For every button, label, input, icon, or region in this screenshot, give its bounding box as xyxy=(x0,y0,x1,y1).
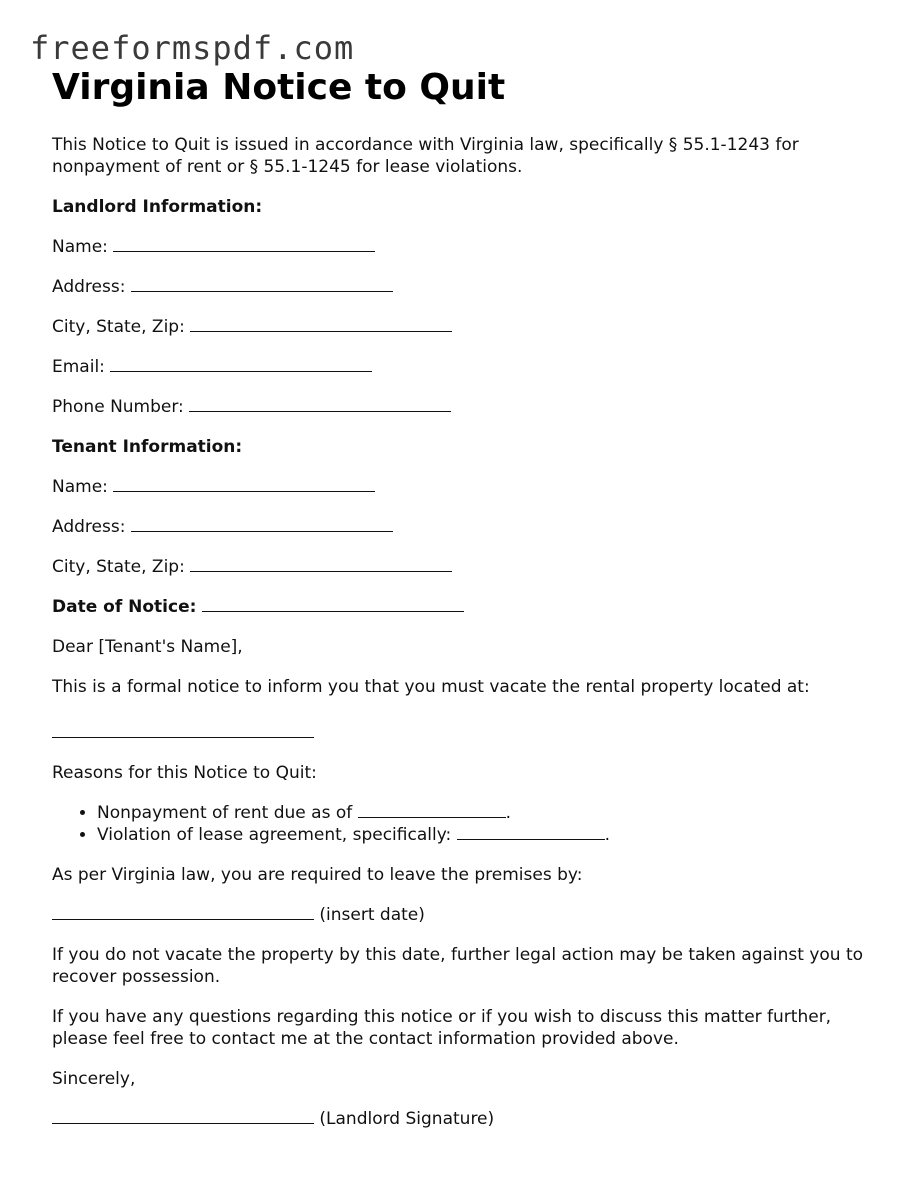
property-address-row xyxy=(52,722,882,744)
landlord-name-row xyxy=(52,236,882,258)
landlord-city-field[interactable] xyxy=(190,316,452,332)
salutation: Dear [Tenant's Name], xyxy=(52,637,243,657)
tenant-name-row xyxy=(52,476,882,498)
tenant-city-field[interactable] xyxy=(190,556,452,572)
reason-nonpayment-period: . xyxy=(505,803,512,823)
notice-document xyxy=(52,62,882,1130)
tenant-address-field[interactable] xyxy=(131,516,393,532)
deadline-row xyxy=(52,904,882,926)
landlord-signature-field[interactable] xyxy=(52,1108,314,1124)
reasons-heading: Reasons for this Notice to Quit: xyxy=(52,763,317,783)
deadline-hint: (insert date) xyxy=(319,905,425,925)
vacate-date-field[interactable] xyxy=(52,904,314,920)
notice-date-row xyxy=(52,596,882,618)
notice-date-label: Date of Notice: xyxy=(52,597,197,617)
property-address-field[interactable] xyxy=(52,722,314,738)
tenant-section-heading: Tenant Information: xyxy=(52,437,243,457)
tenant-name-label: Name: xyxy=(52,477,108,497)
landlord-email-field[interactable] xyxy=(110,356,372,372)
tenant-city-row xyxy=(52,556,882,578)
tenant-name-field[interactable] xyxy=(113,476,375,492)
reason-violation-period: . xyxy=(604,825,611,845)
site-watermark: freeformspdf.com xyxy=(30,29,355,67)
reason-violation-label: Violation of lease agreement, specifically: xyxy=(97,825,452,845)
landlord-address-field[interactable] xyxy=(131,276,393,292)
landlord-city-label: City, State, Zip: xyxy=(52,317,185,337)
signature-row xyxy=(52,1108,882,1130)
tenant-city-label: City, State, Zip: xyxy=(52,557,185,577)
intro-paragraph: This Notice to Quit is issued in accordance with Virginia law, specifically § 55.1-1243 for nonpayment of rent or § 55.1-1245 for lease violations. xyxy=(52,135,799,177)
document-title: Virginia Notice to Quit xyxy=(52,67,506,108)
landlord-name-field[interactable] xyxy=(113,236,375,252)
violation-detail-field[interactable] xyxy=(457,824,605,840)
landlord-phone-field[interactable] xyxy=(189,396,451,412)
nonpayment-date-field[interactable] xyxy=(358,802,506,818)
landlord-address-label: Address: xyxy=(52,277,126,297)
landlord-email-row xyxy=(52,356,882,378)
landlord-phone-label: Phone Number: xyxy=(52,397,184,417)
closing: Sincerely, xyxy=(52,1069,136,1089)
landlord-city-row xyxy=(52,316,882,338)
vacate-paragraph: This is a formal notice to inform you that you must vacate the rental property located at: xyxy=(52,677,810,697)
questions-paragraph: If you have any questions regarding this notice or if you wish to discuss this matter further, please feel free to contact me at the contact information provided above. xyxy=(52,1007,832,1049)
landlord-phone-row xyxy=(52,396,882,418)
landlord-section-heading: Landlord Information: xyxy=(52,197,263,217)
deadline-paragraph: As per Virginia law, you are required to leave the premises by: xyxy=(52,865,583,885)
legal-action-paragraph: If you do not vacate the property by this date, further legal action may be taken against you to recover possession. xyxy=(52,945,864,987)
tenant-address-label: Address: xyxy=(52,517,126,537)
reason-nonpayment-label: Nonpayment of rent due as of xyxy=(97,803,353,823)
landlord-email-label: Email: xyxy=(52,357,105,377)
notice-date-field[interactable] xyxy=(202,596,464,612)
landlord-address-row xyxy=(52,276,882,298)
landlord-name-label: Name: xyxy=(52,237,108,257)
reason-nonpayment xyxy=(97,802,882,824)
reason-violation xyxy=(97,824,882,846)
reasons-list xyxy=(52,802,882,846)
signature-hint: (Landlord Signature) xyxy=(319,1109,495,1129)
tenant-address-row xyxy=(52,516,882,538)
